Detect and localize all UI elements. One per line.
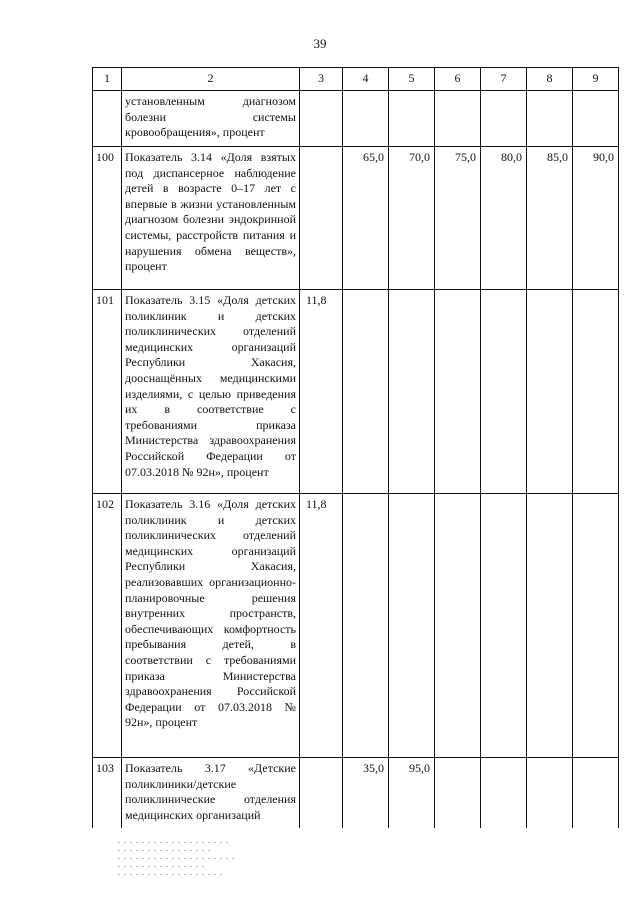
value-col-4: 65,0 <box>343 147 389 290</box>
value-col-8: 85,0 <box>527 147 573 290</box>
header-cell-9: 9 <box>573 68 619 91</box>
value-col-5: 95,0 <box>389 758 435 828</box>
value-col-9 <box>573 290 619 494</box>
table-row <box>93 290 619 494</box>
indicator-description: Показатель 3.14 «Доля взятых под диспансерное наблюдение детей в возрасте 0–17 лет с впервые в жизни установленным диагнозом болезни эндокринной системы, расстройств питания и нарушения обмена веществ», процент <box>122 147 300 290</box>
table-row <box>93 91 619 147</box>
value-col-7 <box>481 758 527 828</box>
value-col-6 <box>435 494 481 758</box>
value-col-6: 75,0 <box>435 147 481 290</box>
value-col-5 <box>389 290 435 494</box>
header-cell-6: 6 <box>435 68 481 91</box>
header-cell-3: 3 <box>300 68 343 91</box>
header-cell-8: 8 <box>527 68 573 91</box>
indicator-description: установленным диагнозом болезни системы кровообращения», процент <box>122 91 300 147</box>
value-col-8 <box>527 494 573 758</box>
value-col-8 <box>527 758 573 828</box>
row-number: 102 <box>93 494 122 758</box>
row-number: 103 <box>93 758 122 828</box>
table-row <box>93 758 619 828</box>
value-col-9 <box>573 91 619 147</box>
value-col-6 <box>435 91 481 147</box>
value-col-9 <box>573 758 619 828</box>
row-number: 100 <box>93 147 122 290</box>
value-col-8 <box>527 290 573 494</box>
table-row <box>93 494 619 758</box>
row-number: 101 <box>93 290 122 494</box>
value-col-7 <box>481 494 527 758</box>
header-row <box>93 68 619 91</box>
value-col-5 <box>389 91 435 147</box>
scan-artifact <box>118 842 242 890</box>
indicator-description: Показатель 3.17 «Детские поликлиники/детские поликлинические отделения медицинских организаций <box>122 758 300 828</box>
row-number <box>93 91 122 147</box>
value-col-4 <box>343 91 389 147</box>
value-col-6 <box>435 758 481 828</box>
indicators-table <box>92 67 619 828</box>
value-col-3 <box>300 758 343 828</box>
value-col-9: 90,0 <box>573 147 619 290</box>
header-cell-7: 7 <box>481 68 527 91</box>
value-col-4: 35,0 <box>343 758 389 828</box>
value-col-9 <box>573 494 619 758</box>
value-col-4 <box>343 290 389 494</box>
header-cell-2: 2 <box>122 68 300 91</box>
value-col-7: 80,0 <box>481 147 527 290</box>
table-row <box>93 147 619 290</box>
value-col-7 <box>481 290 527 494</box>
header-cell-1: 1 <box>93 68 122 91</box>
value-col-3: 11,8 <box>300 290 343 494</box>
value-col-6 <box>435 290 481 494</box>
value-col-3 <box>300 147 343 290</box>
indicator-description: Показатель 3.16 «Доля детских поликлиник и детских поликлинических отделений медицинских организаций Республики Хакасия, реализовавших организационно-планировочные решения внутренних пространств, обеспечивающих комфортность пребывания детей, в соответствии с требованиями приказа Министерства здравоохранения Российской Федерации от 07.03.2018 № 92н», процент <box>122 494 300 758</box>
header-cell-5: 5 <box>389 68 435 91</box>
value-col-4 <box>343 494 389 758</box>
page-number: 39 <box>313 36 327 51</box>
indicator-description: Показатель 3.15 «Доля детских поликлиник и детских поликлинических отделений медицинских организаций Республики Хакасия, дооснащённых медицинскими изделиями, с целью приведения их в соответствие с требованиями приказа Министерства здравоохранения Российской Федерации от 07.03.2018 № 92н», процент <box>122 290 300 494</box>
value-col-5 <box>389 494 435 758</box>
value-col-3 <box>300 91 343 147</box>
value-col-7 <box>481 91 527 147</box>
value-col-3: 11,8 <box>300 494 343 758</box>
header-cell-4: 4 <box>343 68 389 91</box>
indicators-table-wrapper <box>92 67 618 828</box>
value-col-8 <box>527 91 573 147</box>
value-col-5: 70,0 <box>389 147 435 290</box>
